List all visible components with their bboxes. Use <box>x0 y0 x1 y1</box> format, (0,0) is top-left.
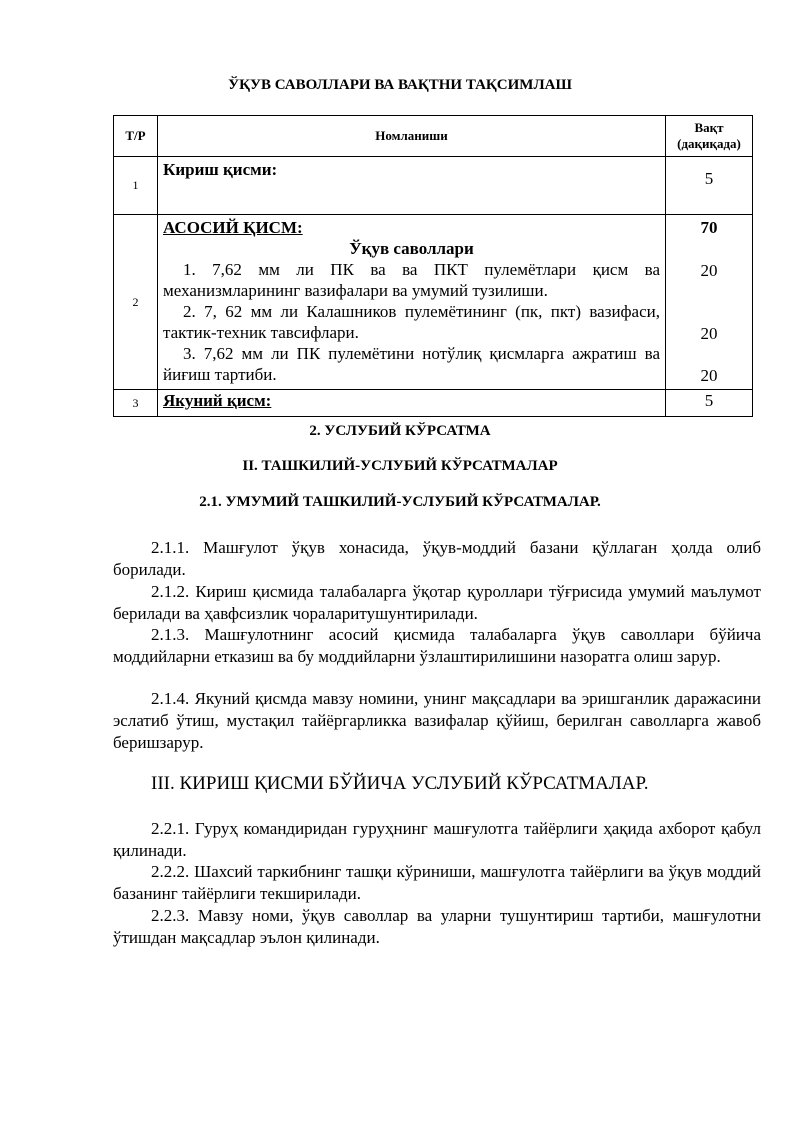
paragraph-2-1-1: 2.1.1. Машғулот ўқув хонасида, ўқув-моддий базани қўллаган ҳолда олиб борилади. <box>113 538 761 579</box>
row-label: АСОСИЙ ҚИСМ: <box>163 218 303 237</box>
row-number: 3 <box>114 390 158 417</box>
row-time: 5 <box>666 157 753 215</box>
row-content <box>158 215 666 390</box>
row-times <box>666 215 753 390</box>
row-time-item: 20 <box>700 324 718 343</box>
header-time <box>666 116 753 157</box>
paragraph-2-2-1: 2.2.1. Гуруҳ командиридан гуруҳнинг машғулотга тайёрлиги ҳақида ахборот қабул қилинади. <box>113 819 761 860</box>
question-item: 1. 7,62 мм ли ПК ва ва ПКТ пулемётлари қисм ва механизмларининг вазифалари ва умумий тузилиши. <box>163 260 660 300</box>
row-time-total: 70 <box>700 218 718 237</box>
row-time-item: 20 <box>700 366 718 385</box>
paragraph-2-1-3: 2.1.3. Машғулотнинг асосий қисмида талабаларга ўқув саволлари бўйича моддийларни етказиш ва бу моддийларни ўзлаштирилишини назоратга олиш зарур. <box>113 625 761 666</box>
header-time-line2: (дақиқада) <box>677 136 741 151</box>
row-number: 1 <box>114 157 158 215</box>
table-row <box>114 390 753 417</box>
header-no: Т/Р <box>114 116 158 157</box>
row-time-item: 20 <box>700 261 718 280</box>
table-row <box>114 157 753 215</box>
row-time: 5 <box>666 390 753 417</box>
section-heading: 2.1. УМУМИЙ ТАШКИЛИЙ-УСЛУБИЙ КЎРСАТМАЛАР. <box>199 494 601 510</box>
paragraph-2-2-3: 2.2.3. Мавзу номи, ўқув саволлар ва уларни тушунтириш тартиби, машғулотни ўтишдан мақсадлар эълон қилинади. <box>113 906 761 947</box>
table-header-row <box>114 116 753 157</box>
document-title: ЎҚУВ САВОЛЛАРИ ВА ВАҚТНИ ТАҚСИМЛАШ <box>228 77 572 93</box>
header-name: Номланиши <box>158 116 666 157</box>
schedule-table <box>113 115 753 417</box>
section-heading: 2. УСЛУБИЙ КЎРСАТМА <box>309 423 491 439</box>
row-label: Кириш қисми: <box>158 157 666 215</box>
paragraph-2-2-2: 2.2.2. Шахсий таркибнинг ташқи кўриниши, машғулотга тайёрлиги ва ўқув моддий базанинг тайёрлиги текширилади. <box>113 862 761 903</box>
row-number: 2 <box>114 215 158 390</box>
section-heading: II. ТАШКИЛИЙ-УСЛУБИЙ КЎРСАТМАЛАР <box>242 458 558 474</box>
row-label: Якуний қисм: <box>158 390 666 417</box>
paragraph-2-1-4: 2.1.4. Якуний қисмда мавзу номини, унинг мақсадлари ва эришганлик даражасини эслатиб ўтиш, мустақил тайёргарликка вазифалар қўйиш, берилган саволларга жавоб беришзарур. <box>113 689 761 752</box>
table-row <box>114 215 753 390</box>
question-item: 2. 7, 62 мм ли Калашников пулемётининг (пк, пкт) вазифаси, тактик-техник тавсифлари. <box>163 302 660 342</box>
row-subtitle: Ўқув саволлари <box>349 239 474 258</box>
section-heading: III. КИРИШ ҚИСМИ БЎЙИЧА УСЛУБИЙ КЎРСАТМАЛАР. <box>151 773 649 794</box>
question-item: 3. 7,62 мм ли ПК пулемётини нотўлиқ қисмларга ажратиш ва йиғиш тартиби. <box>163 344 660 384</box>
header-time-line1: Вақт <box>694 120 724 135</box>
paragraph-2-1-2: 2.1.2. Кириш қисмида талабаларга ўқотар қуроллари тўғрисида умумий маълумот берилади ва ҳавфсизлик чораларитушунтирилади. <box>113 582 761 623</box>
